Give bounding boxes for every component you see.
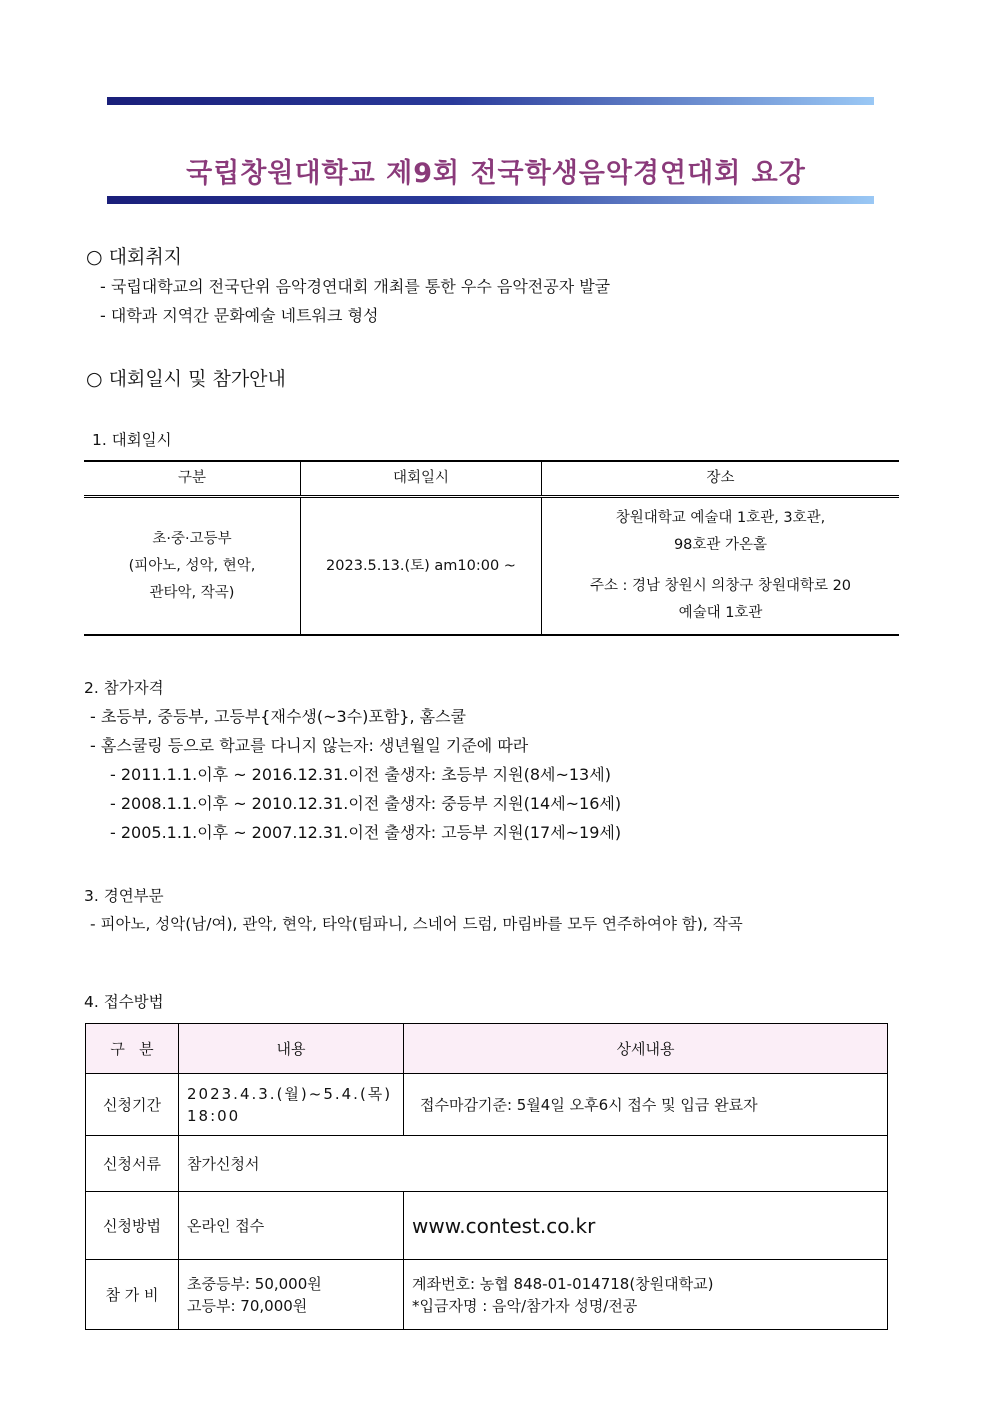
table-header: 내용 [179,1024,404,1074]
table-header: 구분 [84,461,301,497]
venue-line: 창원대학교 예술대 1호관, 3호관, [615,510,826,526]
purpose-item: - 대학과 지역간 문화예술 네트워크 형성 [100,306,379,325]
eligibility-item: - 초등부, 중등부, 고등부{재수생(~3수)포함}, 홈스쿨 [90,707,467,726]
datetime-cell: 2023.5.13.(토) am10:00 ~ [301,497,542,636]
eligibility-item: - 2005.1.1.이후 ~ 2007.12.31.이전 출생자: 고등부 지원(17세~19세) [110,823,622,842]
division-line: (피아노, 성악, 현악, [128,557,256,574]
eligibility-item: - 홈스쿨링 등으로 학교를 다니지 않는자: 생년월일 기준에 따라 [90,736,529,755]
table-row [86,1260,888,1330]
section-heading-purpose: ○ 대회취지 [86,246,183,268]
categories-item: - 피아노, 성악(남/여), 관악, 현악, 타악(팀파니, 스네어 드럼, 마림바를 모두 연주하여야 함), 작곡 [90,915,743,933]
schedule-table [84,460,899,636]
section-heading-schedule: ○ 대회일시 및 참가안내 [86,368,286,390]
fee-line: 초중등부: 50,000원 [187,1274,322,1293]
table-header: 장소 [542,461,900,497]
table-header-row [86,1024,888,1074]
division-line: 초·중·고등부 [152,530,232,547]
eligibility-item: - 2008.1.1.이후 ~ 2010.12.31.이전 출생자: 중등부 지원(14세~16세) [110,794,622,813]
row-label: 신청서류 [86,1136,179,1192]
fee-line: 고등부: 70,000원 [187,1296,308,1315]
subheading-eligibility: 2. 참가자격 [84,679,164,697]
page-title: 국립창원대학교 제9회 전국학생음악경연대회 요강 [186,158,806,189]
period-detail-cell: 접수마감기준: 5월4일 오후6시 접수 및 입금 완료자 [404,1074,888,1136]
division-cell [84,497,301,636]
eligibility-item: - 2011.1.1.이후 ~ 2016.12.31.이전 출생자: 초등부 지원(8세~13세) [110,765,611,784]
fee-cell [179,1260,404,1330]
subheading-categories: 3. 경연부문 [84,887,164,905]
account-line: *입금자명 : 음악/참가자 성명/전공 [412,1296,638,1315]
row-label: 신청방법 [86,1192,179,1260]
row-label: 신청기간 [86,1074,179,1136]
registration-table [85,1023,888,1330]
division-line: 관타악, 작곡) [149,584,235,601]
venue-cell [542,497,900,636]
table-row [86,1136,888,1192]
table-row [86,1074,888,1136]
table-header: 상세내용 [404,1024,888,1074]
venue-line: 98호관 가온홀 [673,537,768,553]
address-line: 주소 : 경남 창원시 의창구 창원대학로 20 [589,578,852,594]
title-bottom-bar [107,196,874,204]
purpose-item: - 국립대학교의 전국단위 음악경연대회 개최를 통한 우수 음악전공자 발굴 [100,277,611,296]
table-row [86,1192,888,1260]
table-row [84,497,899,636]
table-header: 구 분 [86,1024,179,1074]
table-header-row [84,461,899,497]
subheading-schedule: 1. 대회일시 [92,431,172,449]
row-label: 참 가 비 [86,1260,179,1330]
method-cell: 온라인 접수 [179,1192,404,1260]
website-link[interactable]: www.contest.co.kr [404,1192,888,1260]
subheading-registration: 4. 접수방법 [84,993,164,1011]
period-cell: 2023.4.3.(월)~5.4.(목)18:00 [179,1074,404,1136]
title-top-bar [107,97,874,105]
account-cell [404,1260,888,1330]
documents-cell: 참가신청서 [179,1136,888,1192]
address-line: 예술대 1호관 [678,605,763,621]
account-line: 계좌번호: 농협 848-01-014718(창원대학교) [412,1274,714,1293]
table-header: 대회일시 [301,461,542,497]
